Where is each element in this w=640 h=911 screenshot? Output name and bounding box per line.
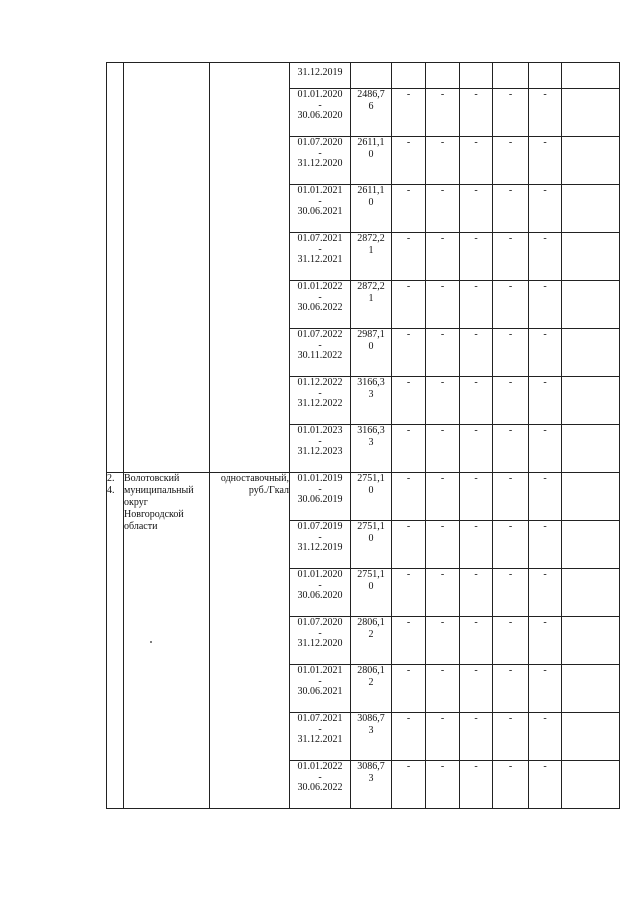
tariff-value-tail: 3 — [368, 389, 374, 400]
empty-indicator-cell: - — [493, 665, 529, 713]
empty-indicator-cell: - — [460, 329, 493, 377]
period-separator: - — [318, 244, 322, 255]
empty-indicator-cell: - — [529, 377, 562, 425]
period-cell — [290, 281, 351, 329]
period-end: 30.06.2022 — [297, 782, 343, 793]
tariff-value-cell — [351, 473, 392, 521]
empty-indicator-cell — [562, 63, 620, 89]
empty-indicator-cell: - — [460, 665, 493, 713]
period-cell — [290, 89, 351, 137]
empty-indicator-cell: - — [529, 137, 562, 185]
empty-indicator-cell — [562, 617, 620, 665]
tariff-value-main: 2751,1 — [357, 473, 385, 484]
period-end: 30.06.2019 — [297, 494, 343, 505]
empty-indicator-cell: - — [493, 281, 529, 329]
empty-indicator-cell: - — [529, 521, 562, 569]
period-cell — [290, 761, 351, 809]
period-end: 30.06.2021 — [297, 206, 343, 217]
empty-indicator-cell: - — [392, 617, 426, 665]
empty-indicator-cell: - — [426, 377, 460, 425]
period-start: 01.01.2021 — [297, 665, 343, 676]
empty-indicator-cell — [562, 713, 620, 761]
empty-indicator-cell: - — [426, 713, 460, 761]
empty-indicator-cell: - — [529, 761, 562, 809]
empty-indicator-cell: - — [493, 569, 529, 617]
empty-indicator-cell: - — [529, 473, 562, 521]
period-cell — [290, 329, 351, 377]
period-start: 01.07.2021 — [297, 713, 343, 724]
tariff-value-tail: 3 — [368, 725, 374, 736]
period-start: 01.12.2022 — [297, 377, 343, 388]
period-end: 30.06.2020 — [297, 590, 343, 601]
period-end: 30.06.2022 — [297, 302, 343, 313]
empty-indicator-cell: - — [392, 377, 426, 425]
item-number-part: 2. — [107, 473, 115, 484]
empty-indicator-cell — [562, 665, 620, 713]
tariff-value-main: 2806,1 — [357, 665, 385, 676]
period-start: 01.01.2020 — [297, 89, 343, 100]
tariff-value-tail: 1 — [368, 293, 374, 304]
empty-indicator-cell: - — [493, 761, 529, 809]
tariff-value-cell — [351, 425, 392, 473]
tariff-value-main: 2806,1 — [357, 617, 385, 628]
tariff-value-cell — [351, 377, 392, 425]
period-separator: - — [318, 436, 322, 447]
empty-indicator-cell: - — [460, 617, 493, 665]
tariff-value-main: 2872,2 — [357, 281, 385, 292]
tariff-table-body — [107, 63, 620, 809]
period-start: 01.01.2022 — [297, 761, 343, 772]
empty-indicator-cell: - — [493, 137, 529, 185]
tariff-value-main: 2751,1 — [357, 521, 385, 532]
tariff-value-main: 2987,1 — [357, 329, 385, 340]
empty-indicator-cell: - — [529, 329, 562, 377]
empty-indicator-cell: - — [426, 761, 460, 809]
empty-indicator-cell: - — [392, 761, 426, 809]
table-row — [107, 63, 620, 89]
period-separator: - — [318, 772, 322, 783]
tariff-value-cell — [351, 617, 392, 665]
empty-indicator-cell: - — [460, 281, 493, 329]
empty-indicator-cell — [562, 569, 620, 617]
empty-indicator-cell: - — [392, 569, 426, 617]
tariff-value-cell — [351, 665, 392, 713]
period-start: 01.01.2023 — [297, 425, 343, 436]
empty-indicator-cell: - — [493, 521, 529, 569]
tariff-value-cell — [351, 521, 392, 569]
tariff-value-cell — [351, 329, 392, 377]
empty-indicator-cell: - — [493, 617, 529, 665]
period-start: 01.07.2022 — [297, 329, 343, 340]
empty-indicator-cell: - — [426, 233, 460, 281]
tariff-value-tail: 0 — [368, 197, 374, 208]
period-separator: - — [318, 676, 322, 687]
empty-indicator-cell — [392, 63, 426, 89]
empty-indicator-cell — [460, 63, 493, 89]
empty-indicator-cell — [562, 761, 620, 809]
period-separator: - — [318, 484, 322, 495]
period-start: 01.01.2021 — [297, 185, 343, 196]
empty-indicator-cell — [562, 137, 620, 185]
empty-indicator-cell: - — [426, 329, 460, 377]
period-end: 31.12.2019 — [297, 67, 343, 78]
empty-indicator-cell: - — [426, 281, 460, 329]
tariff-value-main: 2751,1 — [357, 569, 385, 580]
empty-indicator-cell — [562, 329, 620, 377]
tariff-value-cell — [351, 137, 392, 185]
empty-indicator-cell: - — [460, 521, 493, 569]
number-cell-empty — [107, 63, 124, 473]
period-start: 01.01.2020 — [297, 569, 343, 580]
empty-indicator-cell: - — [426, 89, 460, 137]
tariff-value-tail: 0 — [368, 149, 374, 160]
tariff-value-tail: 0 — [368, 485, 374, 496]
empty-indicator-cell: - — [529, 185, 562, 233]
period-start: 01.01.2022 — [297, 281, 343, 292]
tariff-value-tail: 1 — [368, 245, 374, 256]
empty-indicator-cell: - — [426, 137, 460, 185]
empty-indicator-cell: - — [529, 713, 562, 761]
empty-indicator-cell: - — [529, 89, 562, 137]
tariff-value-cell — [351, 281, 392, 329]
empty-indicator-cell: - — [392, 665, 426, 713]
empty-indicator-cell: - — [493, 185, 529, 233]
tariff-value-tail: 6 — [368, 101, 374, 112]
empty-indicator-cell: - — [493, 329, 529, 377]
period-end: 31.12.2021 — [297, 254, 343, 265]
tariff-value-main: 3166,3 — [357, 425, 385, 436]
table-row — [107, 473, 620, 521]
tariff-value-cell — [351, 185, 392, 233]
empty-indicator-cell: - — [392, 713, 426, 761]
empty-indicator-cell: - — [392, 521, 426, 569]
empty-indicator-cell: - — [493, 713, 529, 761]
period-separator: - — [318, 628, 322, 639]
tariff-value-cell — [351, 63, 392, 89]
period-separator: - — [318, 580, 322, 591]
period-separator: - — [318, 340, 322, 351]
period-start: 01.01.2019 — [297, 473, 343, 484]
empty-indicator-cell: - — [529, 665, 562, 713]
period-separator: - — [318, 196, 322, 207]
tariff-value-cell — [351, 713, 392, 761]
period-start: 01.07.2019 — [297, 521, 343, 532]
period-start: 01.07.2020 — [297, 137, 343, 148]
empty-indicator-cell: - — [529, 617, 562, 665]
empty-indicator-cell: - — [493, 473, 529, 521]
empty-indicator-cell — [426, 63, 460, 89]
period-cell — [290, 425, 351, 473]
tariff-value-cell — [351, 89, 392, 137]
period-separator: - — [318, 292, 322, 303]
period-cell — [290, 713, 351, 761]
period-separator: - — [318, 100, 322, 111]
empty-indicator-cell — [562, 521, 620, 569]
empty-indicator-cell: - — [392, 233, 426, 281]
item-number-cell — [107, 473, 124, 809]
period-cell — [290, 63, 351, 89]
period-cell — [290, 617, 351, 665]
empty-indicator-cell: - — [426, 425, 460, 473]
empty-indicator-cell: - — [460, 569, 493, 617]
tariff-value-main: 3086,7 — [357, 713, 385, 724]
item-number-part: 4. — [107, 485, 115, 496]
empty-indicator-cell: - — [426, 473, 460, 521]
empty-indicator-cell: - — [460, 425, 493, 473]
tariff-value-cell — [351, 569, 392, 617]
tariff-value-main: 3166,3 — [357, 377, 385, 388]
empty-indicator-cell: - — [493, 377, 529, 425]
empty-indicator-cell — [562, 89, 620, 137]
empty-indicator-cell: - — [392, 185, 426, 233]
tariff-value-main: 2872,2 — [357, 233, 385, 244]
period-end: 31.12.2021 — [297, 734, 343, 745]
empty-indicator-cell: - — [529, 569, 562, 617]
period-start: 01.07.2020 — [297, 617, 343, 628]
tariff-value-tail: 0 — [368, 581, 374, 592]
empty-indicator-cell: - — [460, 761, 493, 809]
empty-indicator-cell: - — [460, 185, 493, 233]
tariff-value-main: 2611,1 — [357, 185, 385, 196]
empty-indicator-cell: - — [392, 137, 426, 185]
empty-indicator-cell: - — [392, 329, 426, 377]
empty-indicator-cell — [493, 63, 529, 89]
empty-indicator-cell: - — [460, 377, 493, 425]
period-separator: - — [318, 724, 322, 735]
empty-indicator-cell — [529, 63, 562, 89]
empty-indicator-cell: - — [392, 473, 426, 521]
empty-indicator-cell: - — [529, 281, 562, 329]
empty-indicator-cell: - — [426, 521, 460, 569]
empty-indicator-cell: - — [493, 425, 529, 473]
period-cell — [290, 569, 351, 617]
tariff-value-tail: 2 — [368, 629, 374, 640]
empty-indicator-cell — [562, 425, 620, 473]
period-end: 31.12.2020 — [297, 638, 343, 649]
tariff-table — [106, 62, 620, 809]
empty-indicator-cell — [562, 473, 620, 521]
period-start: 01.07.2021 — [297, 233, 343, 244]
empty-indicator-cell — [562, 377, 620, 425]
empty-indicator-cell: - — [426, 617, 460, 665]
territory-cell-empty — [124, 63, 210, 473]
period-cell — [290, 233, 351, 281]
tariff-unit-cell: одноставочный, руб./Гкал — [210, 473, 290, 809]
period-end: 30.06.2020 — [297, 110, 343, 121]
empty-indicator-cell: - — [460, 89, 493, 137]
empty-indicator-cell: - — [392, 425, 426, 473]
empty-indicator-cell: - — [529, 233, 562, 281]
empty-indicator-cell: - — [460, 137, 493, 185]
tariff-value-tail: 0 — [368, 533, 374, 544]
tariff-value-tail: 2 — [368, 677, 374, 688]
empty-indicator-cell — [562, 281, 620, 329]
empty-indicator-cell: - — [392, 281, 426, 329]
empty-indicator-cell: - — [460, 473, 493, 521]
tariff-value-cell — [351, 761, 392, 809]
empty-indicator-cell: - — [493, 233, 529, 281]
period-cell — [290, 665, 351, 713]
tariff-value-tail: 0 — [368, 341, 374, 352]
period-end: 30.06.2021 — [297, 686, 343, 697]
period-separator: - — [318, 388, 322, 399]
unit-cell-empty — [210, 63, 290, 473]
empty-indicator-cell: - — [426, 569, 460, 617]
period-cell — [290, 185, 351, 233]
territory-cell: Волотовский муниципальный округ Новгородской области — [124, 473, 210, 809]
empty-indicator-cell: - — [426, 665, 460, 713]
period-end: 31.12.2022 — [297, 398, 343, 409]
period-separator: - — [318, 148, 322, 159]
period-separator: - — [318, 532, 322, 543]
tariff-value-cell — [351, 233, 392, 281]
period-end: 31.12.2023 — [297, 446, 343, 457]
empty-indicator-cell: - — [493, 89, 529, 137]
tariff-value-main: 2486,7 — [357, 89, 385, 100]
period-cell — [290, 377, 351, 425]
empty-indicator-cell: - — [426, 185, 460, 233]
empty-indicator-cell: - — [460, 233, 493, 281]
period-end: 30.11.2022 — [297, 350, 343, 361]
period-cell — [290, 473, 351, 521]
tariff-value-tail: 3 — [368, 773, 374, 784]
scan-speck — [150, 641, 152, 643]
empty-indicator-cell: - — [529, 425, 562, 473]
empty-indicator-cell: - — [460, 713, 493, 761]
empty-indicator-cell — [562, 185, 620, 233]
empty-indicator-cell — [562, 233, 620, 281]
tariff-value-main: 3086,7 — [357, 761, 385, 772]
tariff-value-tail: 3 — [368, 437, 374, 448]
period-cell — [290, 521, 351, 569]
empty-indicator-cell: - — [392, 89, 426, 137]
period-end: 31.12.2020 — [297, 158, 343, 169]
period-cell — [290, 137, 351, 185]
tariff-value-main: 2611,1 — [357, 137, 385, 148]
period-end: 31.12.2019 — [297, 542, 343, 553]
